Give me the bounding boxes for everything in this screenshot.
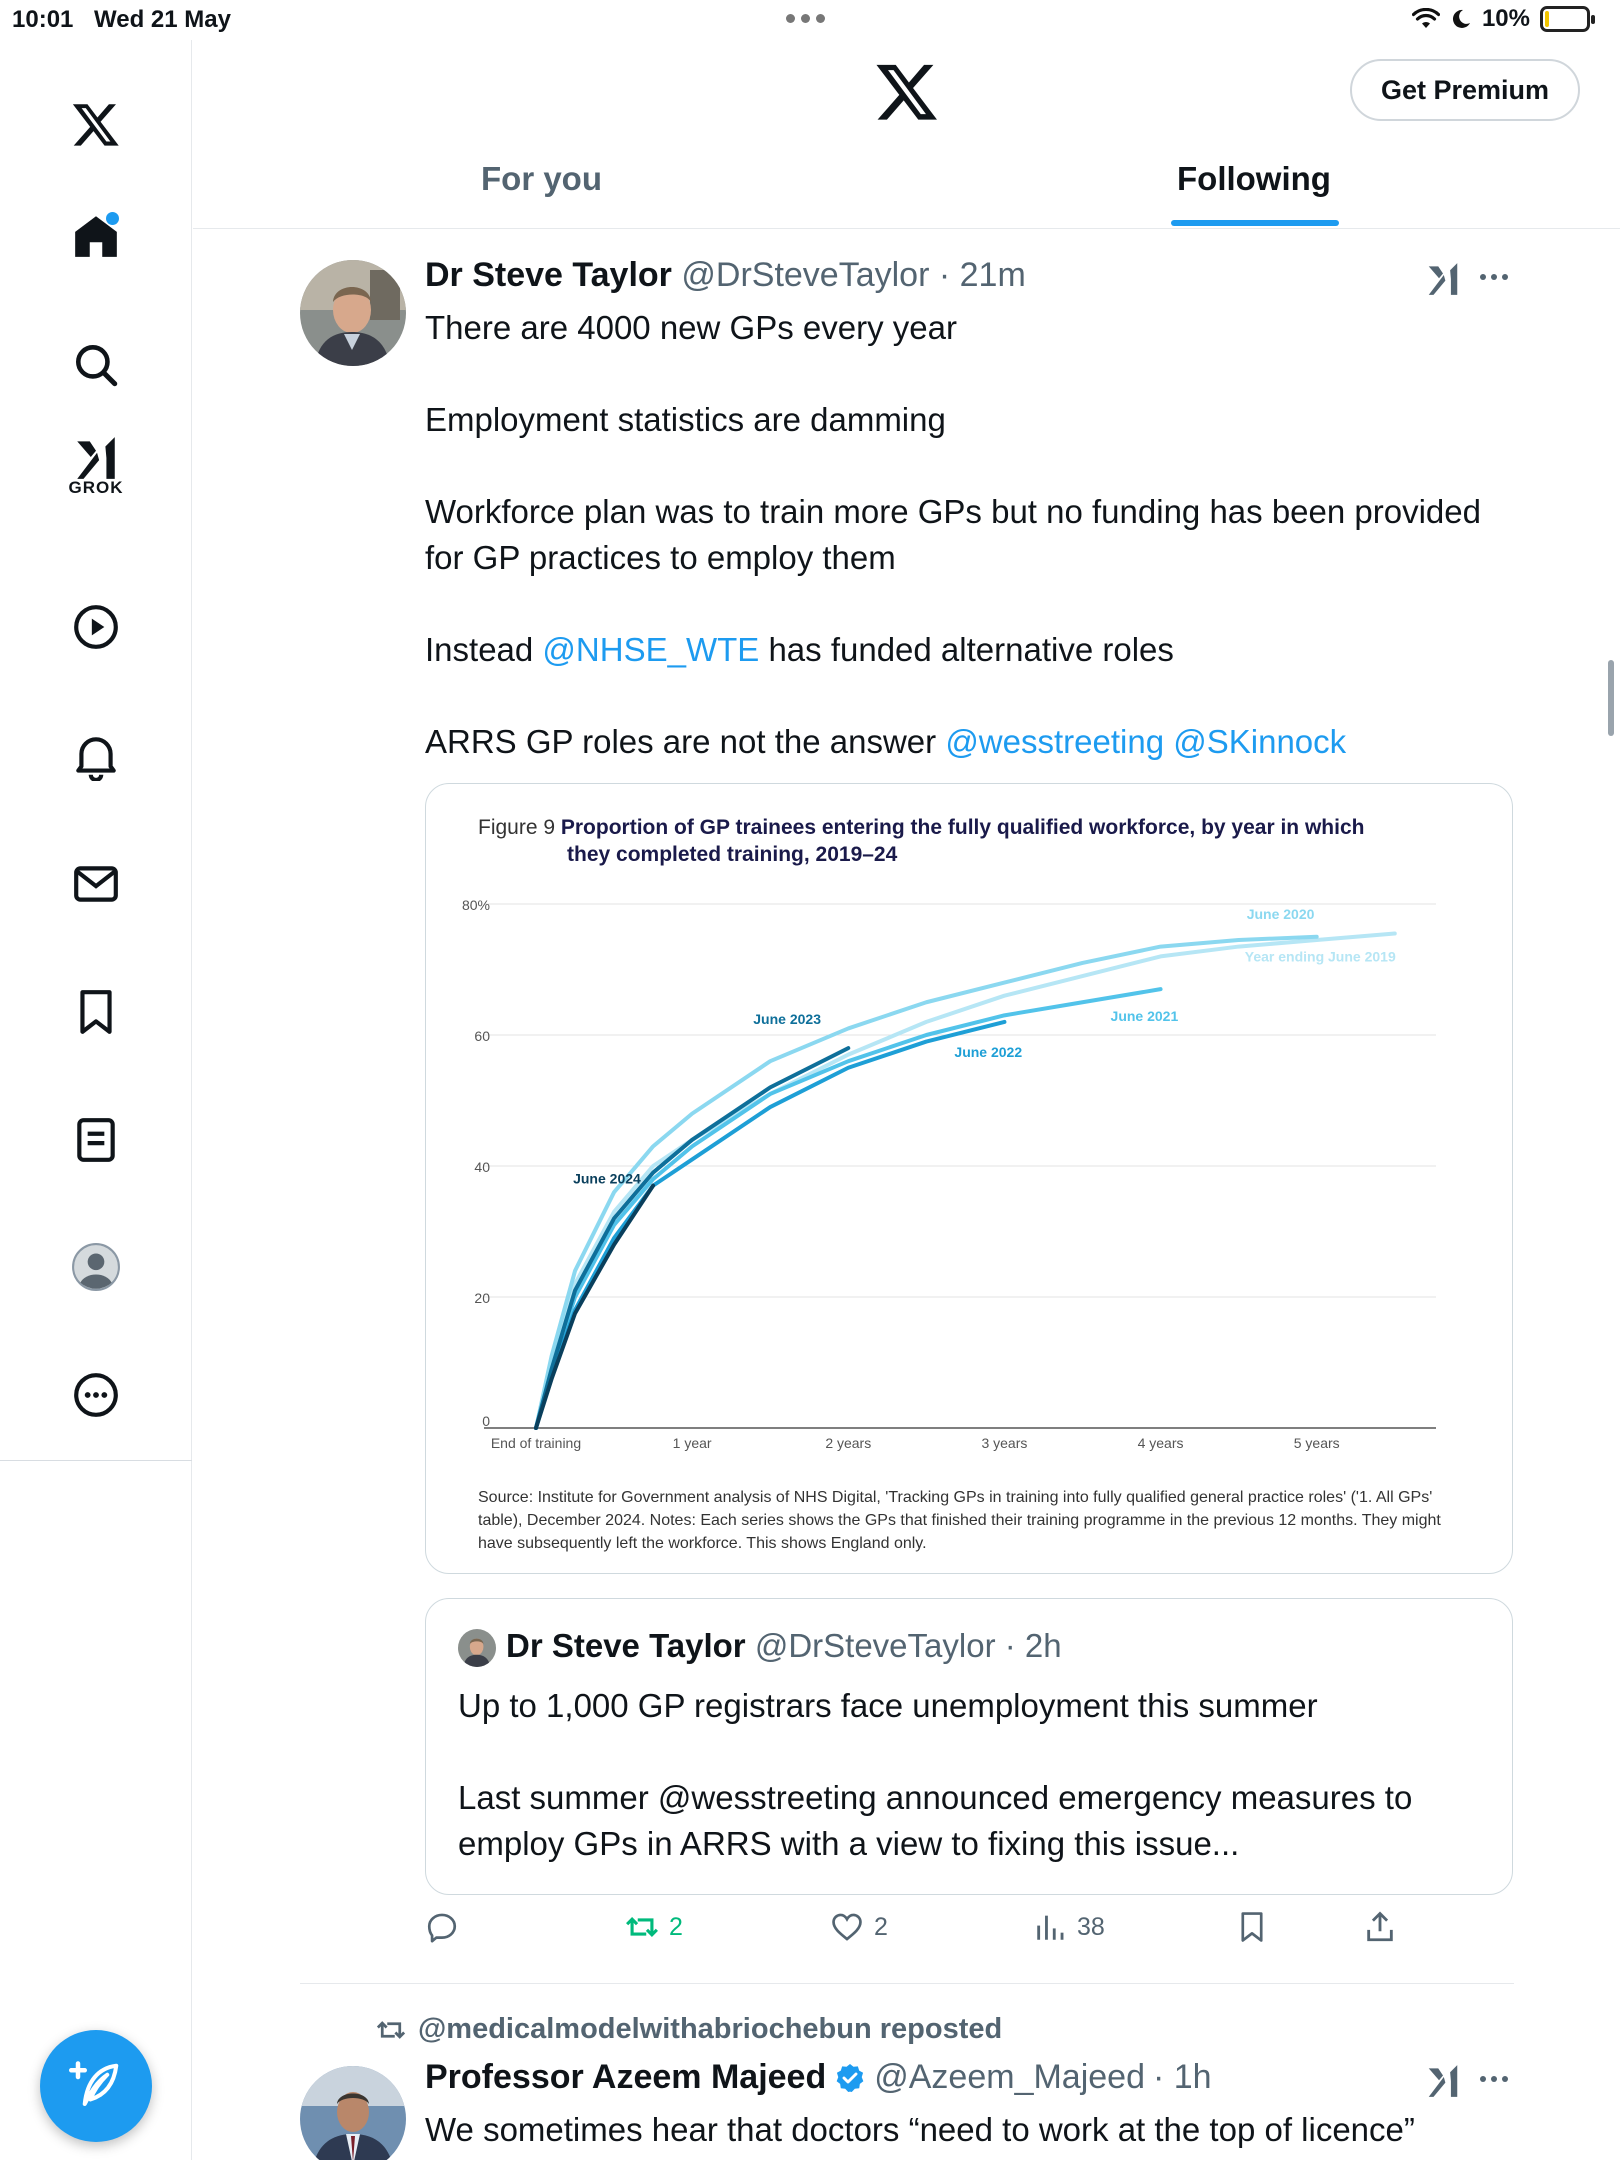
text: has funded alternative roles xyxy=(759,631,1174,668)
active-tab-indicator xyxy=(1171,220,1339,226)
get-premium-button[interactable]: Get Premium xyxy=(1350,59,1580,121)
quote-header xyxy=(506,1627,1062,1665)
figure-source: Source: Institute for Government analysis of NHS Digital, 'Tracking GPs in training into fully qualified general practice roles' ('1. All GPs' table), December 2024. Notes: Each series shows the GPs that finished their training programme in the previous 12 months. They might have subsequently left the workforce. This shows England only. xyxy=(478,1489,1441,1552)
text: Instead xyxy=(425,631,543,668)
author-handle[interactable]: @Azeem_Majeed xyxy=(874,2058,1145,2096)
repost-count: 2 xyxy=(669,1912,683,1941)
header-divider xyxy=(193,228,1620,229)
y-tick-label: 60 xyxy=(474,1028,490,1044)
repost-icon xyxy=(376,2015,406,2045)
tweet-line: Workforce plan was to train more GPs but no funding has been provided for GP practices to employ them xyxy=(425,493,1481,576)
lists-icon[interactable] xyxy=(62,1106,130,1174)
tweet-image-card[interactable] xyxy=(425,783,1513,1574)
profile-icon[interactable] xyxy=(62,1233,130,1301)
tweet-text xyxy=(425,305,1515,765)
tweet-line xyxy=(425,627,1515,673)
repost-button[interactable] xyxy=(625,1910,683,1944)
tweet-time: · 2h xyxy=(1004,1627,1062,1664)
battery-icon xyxy=(1540,6,1590,32)
series-label: Year ending June 2019 xyxy=(1244,948,1396,965)
quote-text xyxy=(458,1683,1488,1867)
search-icon[interactable] xyxy=(62,331,130,399)
reply-button[interactable] xyxy=(425,1910,469,1944)
views-icon xyxy=(1033,1910,1067,1944)
quoted-tweet[interactable] xyxy=(425,1598,1513,1895)
like-count: 2 xyxy=(874,1912,888,1941)
series-label: June 2020 xyxy=(1246,905,1315,922)
series-label: June 2023 xyxy=(753,1011,821,1028)
mention-link[interactable]: @SKinnock xyxy=(1173,723,1347,760)
battery-percent: 10% xyxy=(1481,5,1530,32)
tweet-time[interactable]: · 21m xyxy=(938,256,1026,294)
series-label: June 2024 xyxy=(573,1170,641,1187)
x-tick-label: End of training xyxy=(490,1435,582,1451)
x-tick-label: 3 years xyxy=(981,1435,1028,1451)
mention-link[interactable]: @wesstreeting xyxy=(945,723,1165,760)
tweet-line: Employment statistics are damming xyxy=(425,401,946,438)
x-tick-label: 5 years xyxy=(1293,1435,1340,1451)
quote-line: Last summer @wesstreeting announced emergency measures to employ GPs in ARRS with a view to fixing this issue... xyxy=(458,1779,1413,1862)
home-icon[interactable] xyxy=(62,202,130,270)
sidebar-divider xyxy=(0,1460,192,1461)
reposted-by-label: @medicalmodelwithabriochebun reposted xyxy=(418,2013,1003,2045)
notifications-icon[interactable] xyxy=(62,722,130,790)
series-line xyxy=(536,1048,848,1428)
multitasking-dots-icon[interactable] xyxy=(786,14,825,23)
author-handle[interactable]: @DrSteveTaylor xyxy=(681,256,930,294)
reposted-by[interactable] xyxy=(376,2013,1002,2046)
messages-icon[interactable] xyxy=(62,850,130,918)
more-options-icon[interactable] xyxy=(1480,2076,1508,2082)
compose-button[interactable] xyxy=(40,2030,152,2142)
figure-title-line1: Proportion of GP trainees entering the fully qualified workforce, by year in which xyxy=(560,816,1365,839)
tab-for-you[interactable]: For you xyxy=(481,160,602,197)
author-handle: @DrSteveTaylor xyxy=(754,1627,996,1664)
bookmark-icon xyxy=(1235,1910,1269,1944)
x-tick-label: 1 year xyxy=(672,1435,712,1451)
tweet-header xyxy=(425,2058,1212,2097)
more-icon[interactable] xyxy=(62,1361,130,1429)
figure-label: Figure 9 xyxy=(478,816,561,839)
status-bar xyxy=(0,0,1620,40)
tab-following[interactable]: Following xyxy=(1177,160,1331,197)
home-notification-dot xyxy=(106,212,119,225)
views-button[interactable] xyxy=(1033,1910,1105,1944)
moon-icon xyxy=(1450,8,1472,30)
tweet-line xyxy=(425,719,1515,765)
sidebar xyxy=(0,40,192,2160)
more-options-icon[interactable] xyxy=(1480,274,1508,280)
status-right xyxy=(1412,5,1590,33)
view-count: 38 xyxy=(1077,1912,1105,1941)
x-tick-label: 4 years xyxy=(1137,1435,1184,1451)
line-chart xyxy=(426,784,1513,1484)
status-date: Wed 21 May xyxy=(94,6,231,33)
y-tick-label: 0 xyxy=(482,1413,490,1429)
compose-feather-icon xyxy=(69,2059,123,2113)
quote-line: Up to 1,000 GP registrars face unemployment this summer xyxy=(458,1687,1318,1724)
tweet-line: There are 4000 new GPs every year xyxy=(425,309,957,346)
x-logo-icon xyxy=(874,58,940,124)
share-button[interactable] xyxy=(1363,1910,1397,1944)
avatar[interactable] xyxy=(300,260,406,366)
tweet-header xyxy=(425,256,1026,295)
series-line xyxy=(536,937,1317,1428)
video-icon[interactable] xyxy=(62,593,130,661)
grok-label: GROK xyxy=(68,478,124,497)
x-tick-label: 2 years xyxy=(825,1435,872,1451)
series-line xyxy=(536,1186,653,1428)
heart-icon xyxy=(830,1910,864,1944)
mention-link[interactable]: @NHSE_WTE xyxy=(542,631,760,668)
share-icon xyxy=(1363,1910,1397,1944)
avatar[interactable] xyxy=(300,2066,406,2160)
tweet-text: We sometimes hear that doctors “need to work at the top of licence” xyxy=(425,2111,1415,2148)
series-line xyxy=(536,933,1395,1428)
y-tick-label: 80% xyxy=(461,897,490,913)
verified-badge-icon xyxy=(834,2062,866,2094)
grok-icon[interactable] xyxy=(1424,260,1462,298)
wifi-icon xyxy=(1412,8,1440,30)
like-button[interactable] xyxy=(830,1910,888,1944)
author-name[interactable]: Dr Steve Taylor xyxy=(425,256,672,294)
avatar xyxy=(458,1629,496,1667)
series-label: June 2022 xyxy=(954,1043,1023,1060)
reply-icon xyxy=(425,1910,459,1944)
series-label: June 2021 xyxy=(1110,1008,1179,1025)
figure-title-line2: they completed training, 2019–24 xyxy=(567,843,898,866)
author-name[interactable]: Professor Azeem Majeed xyxy=(425,2058,827,2096)
bookmark-button[interactable] xyxy=(1235,1910,1269,1944)
status-time: 10:01 xyxy=(12,6,74,33)
author-name: Dr Steve Taylor xyxy=(506,1627,746,1664)
x-logo-icon[interactable] xyxy=(62,90,130,158)
tweet-divider xyxy=(300,1983,1514,1984)
scrollbar[interactable] xyxy=(1608,660,1614,736)
tweet-time[interactable]: · 1h xyxy=(1153,2058,1212,2096)
repost-icon xyxy=(625,1910,659,1944)
y-tick-label: 40 xyxy=(474,1159,490,1175)
text: ARRS GP roles are not the answer xyxy=(425,723,946,760)
tweet-actions xyxy=(425,1910,1515,1960)
grok-icon[interactable] xyxy=(1424,2062,1462,2100)
bookmarks-icon[interactable] xyxy=(62,978,130,1046)
y-tick-label: 20 xyxy=(474,1290,490,1306)
